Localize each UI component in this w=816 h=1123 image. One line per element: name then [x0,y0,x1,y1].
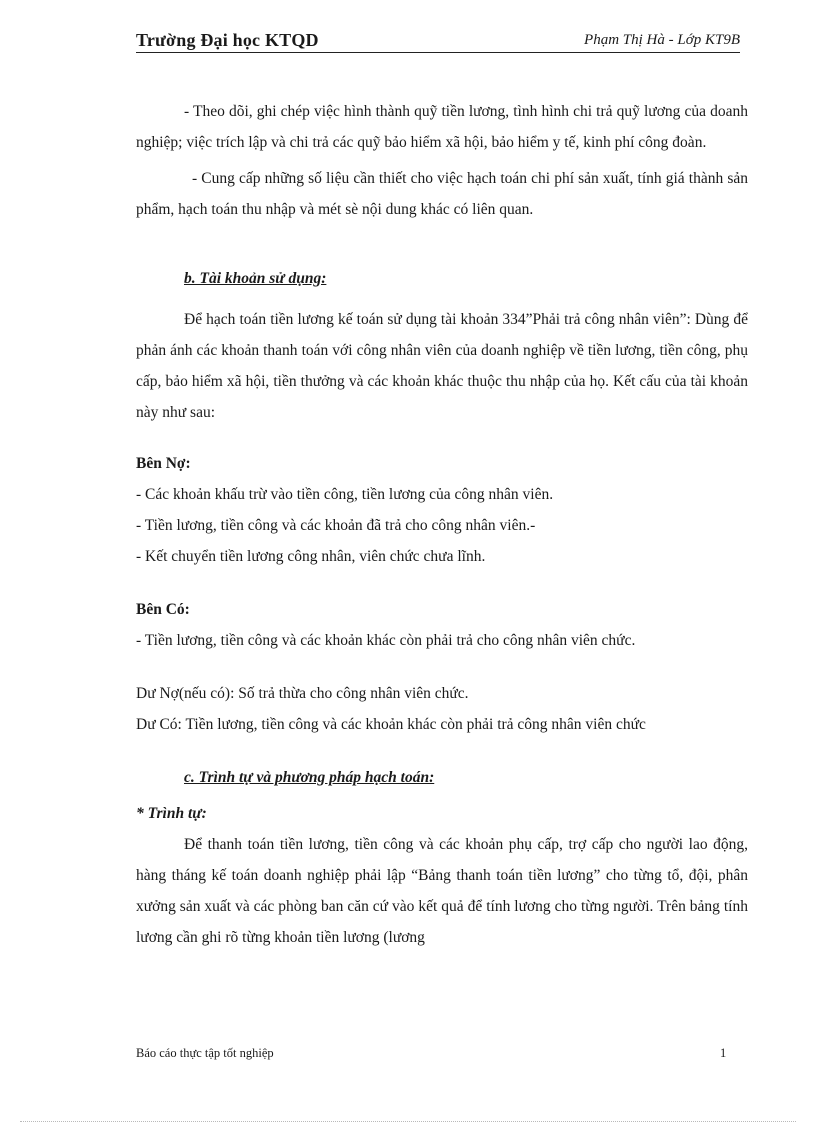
du-co-line: Dư Có: Tiền lương, tiền công và các khoản khác còn phải trả công nhân viên chức [136,716,646,733]
ben-no-item: - Các khoản khấu trừ vào tiền công, tiền lương của công nhân viên. [136,486,554,503]
header-author: Phạm Thị Hà - Lớp KT9B [584,32,740,48]
header-school: Trường Đại học KTQD [136,30,319,50]
trinh-tu-title: * Trình tự: [136,805,207,822]
ben-co-title: Bên Có: [136,601,190,618]
ben-no-item: - Tiền lương, tiền công và các khoản đã trả cho công nhân viên.- [136,517,536,534]
du-no-line: Dư Nợ(nếu có): Số trả thừa cho công nhân viên chức. [136,685,469,702]
heading-tai-khoan: b. Tài khoản sử dụng: [184,270,327,287]
footer-report-title: Báo cáo thực tập tốt nghiệp [136,1046,274,1060]
paragraph-duty-2: - Cung cấp những số liệu cần thiết cho việc hạch toán chi phí sản xuất, tính giá thành sản phẩm, hạch toán thu nhập và mét sè nội dung khác có liên quan. [136,170,748,218]
document-body [136,96,748,953]
page-edge-divider [20,1121,796,1122]
paragraph-account-334: Để hạch toán tiền lương kế toán sử dụng tài khoản 334”Phải trả công nhân viên”: Dùng để phản ánh các khoản thanh toán với công nhân viên của doanh nghiệp về tiền lương, tiền công, phụ cấp, bảo hiểm xã hội, tiền thưởng và các khoản khác thuộc thu nhập của họ. Kết cấu của tài khoản này như sau: [136,311,748,421]
footer-page-number: 1 [720,1046,727,1060]
heading-trinh-tu: c. Trình tự và phương pháp hạch toán: [184,769,435,786]
ben-no-title: Bên Nợ: [136,455,191,472]
paragraph-payroll: Để thanh toán tiền lương, tiền công và các khoản phụ cấp, trợ cấp cho người lao động, hàng tháng kế toán doanh nghiệp phải lập “Bảng thanh toán tiền lương” cho từng tổ, đội, phân xưởng sản xuất và các phòng ban căn cứ vào kết quả để tính lương cho từng người. Trên bảng tính lương cần ghi rõ từng khoản tiền lương (lương [136,836,748,946]
page-header [136,30,740,53]
paragraph-duty-1: - Theo dõi, ghi chép việc hình thành quỹ tiền lương, tình hình chi trả quỹ lương của doanh nghiệp; việc trích lập và chi trả các quỹ bảo hiểm xã hội, bảo hiểm y tế, kinh phí công đoàn. [136,103,748,151]
ben-no-item: - Kết chuyển tiền lương công nhân, viên chức chưa lĩnh. [136,548,486,565]
ben-co-item: - Tiền lương, tiền công và các khoản khác còn phải trả cho công nhân viên chức. [136,632,636,649]
